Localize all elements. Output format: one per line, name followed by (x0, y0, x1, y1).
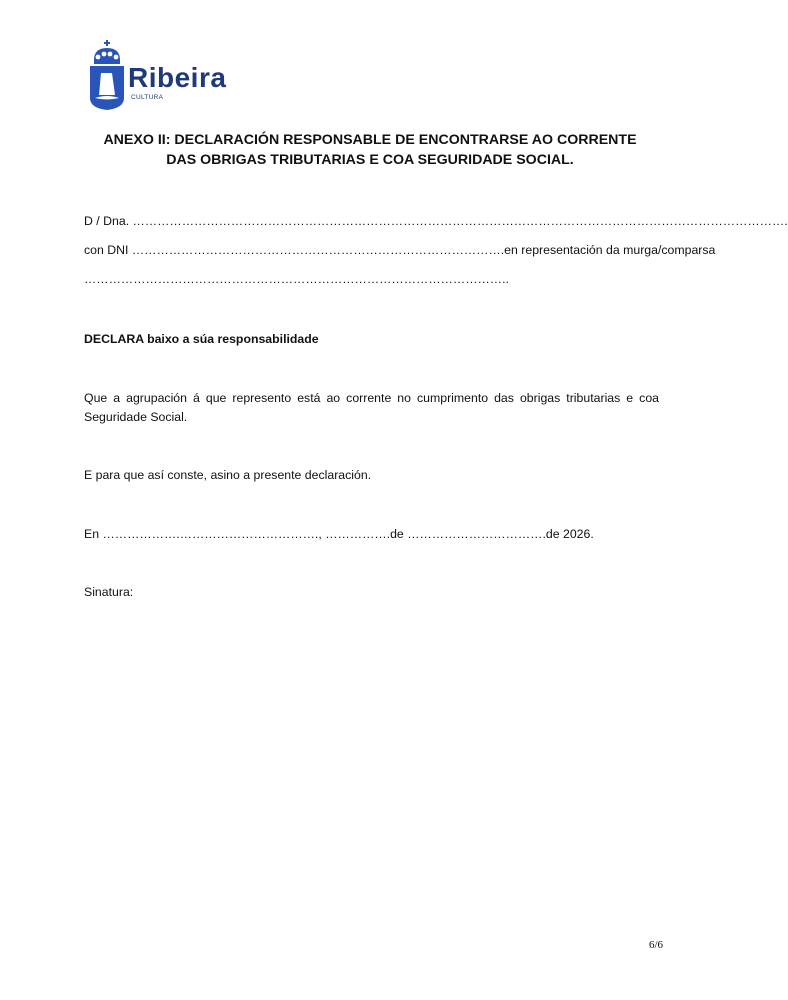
logo-name: Ribeira (128, 62, 227, 93)
crest-icon (88, 40, 126, 110)
date-de: de (390, 527, 404, 541)
representation-text: en representación da murga/comparsa (504, 243, 716, 257)
day-blank[interactable]: ……………. (325, 527, 391, 541)
group-line (84, 272, 509, 286)
ribeira-logo (88, 40, 248, 112)
month-blank[interactable]: ……………………………. (407, 527, 546, 541)
name-blank[interactable]: ……………………………………………………………………………………………………………………………………………. (132, 214, 788, 228)
date-line (84, 527, 594, 541)
declara-heading: DECLARA baixo a súa responsabilidade (84, 332, 319, 346)
dni-blank[interactable]: ………………………………………………………………………………. (131, 243, 505, 257)
dni-label: con DNI (84, 243, 129, 257)
logo-subtitle: CULTURA (131, 94, 164, 101)
date-suffix: de 2026. (545, 527, 594, 541)
closing-text: E para que así conste, asino a presente declaración. (84, 468, 372, 482)
group-blank[interactable]: ………………………………………………………………………………………….. (84, 272, 509, 286)
date-prefix: En (84, 527, 100, 541)
document-title: ANEXO II: DECLARACIÓN RESPONSABLE DE ENCONTRARSE AO CORRENTE DAS OBRIGAS TRIBUTARIAS E COA SEGURIDADE SOCIAL. (103, 132, 637, 168)
name-line (84, 214, 788, 228)
signature-label: Sinatura: (84, 585, 134, 599)
page-number: 6/6 (649, 939, 664, 951)
place-blank[interactable]: ……………….……………………………., (102, 527, 322, 541)
statement-paragraph: Que a agrupación á que represento está ao corrente no cumprimento das obrigas tributarias e coa Seguridade Social. (84, 391, 659, 424)
name-label: D / Dna. (84, 214, 130, 228)
dni-line (84, 243, 716, 257)
